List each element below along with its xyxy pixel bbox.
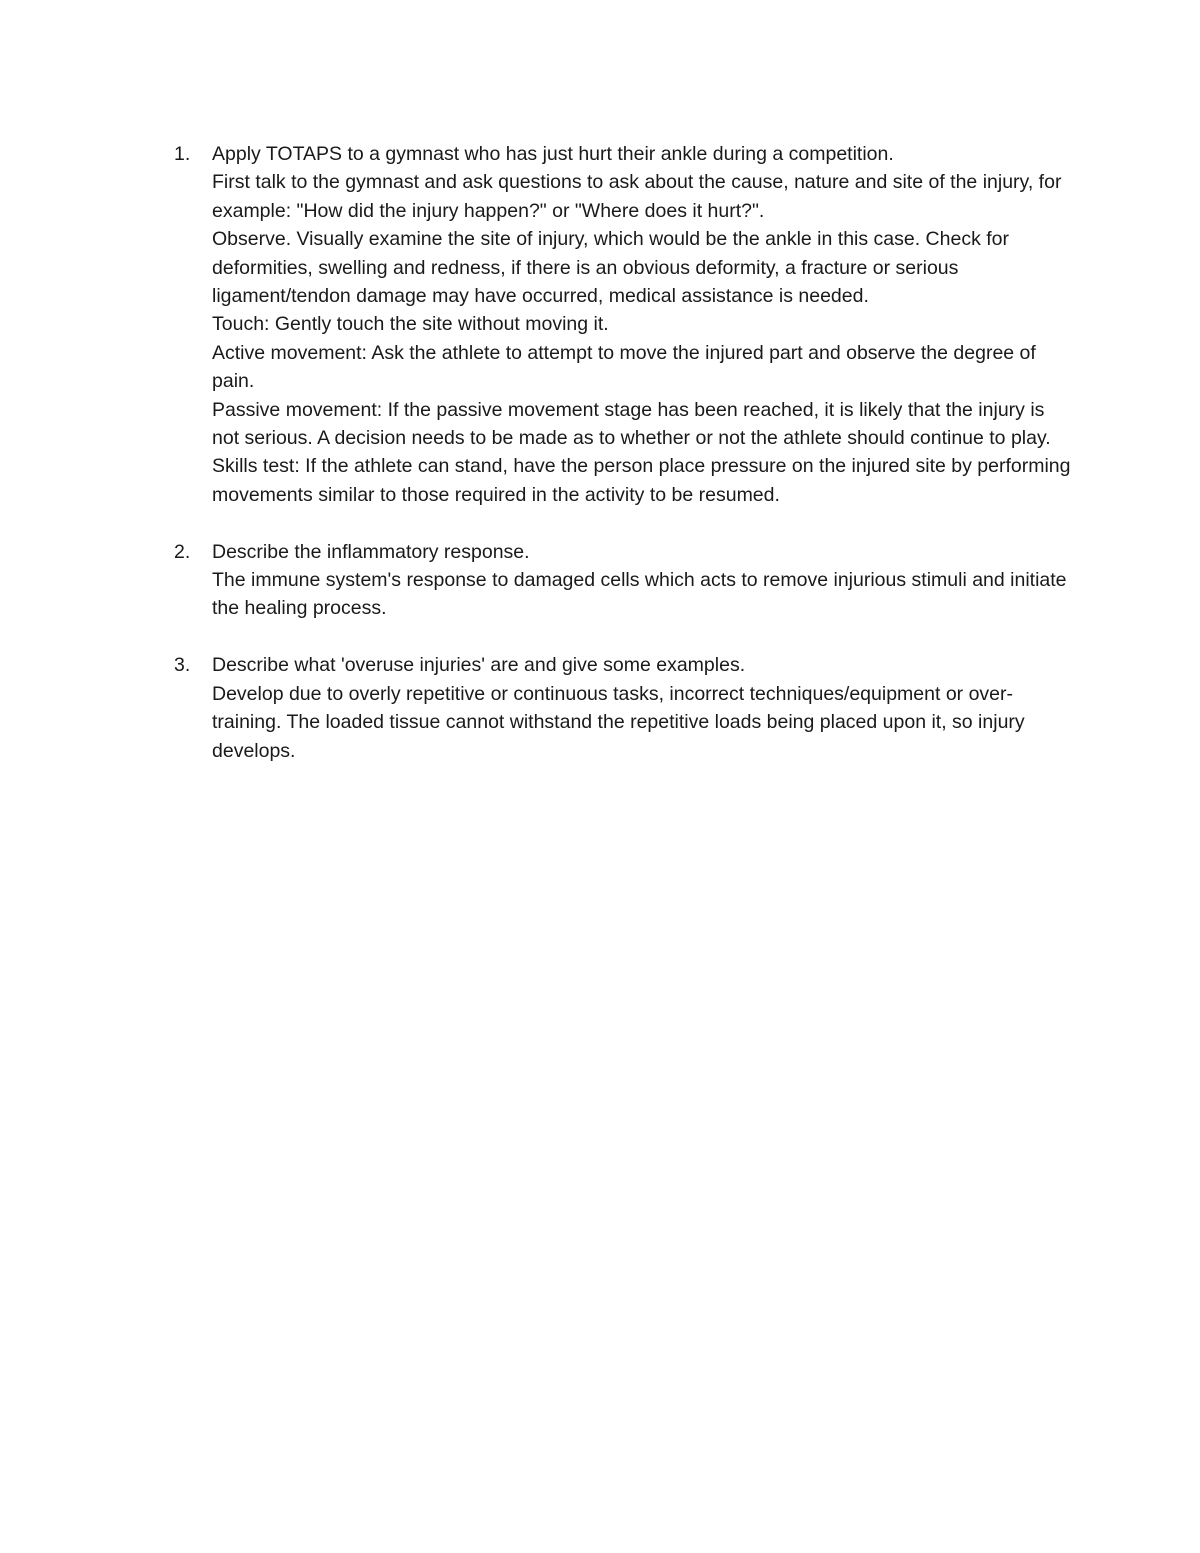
- answer-paragraph: Skills test: If the athlete can stand, have the person place pressure on the injured site by performing movements similar to those required in the activity to be resumed.: [212, 455, 1071, 506]
- answer-paragraph: Observe. Visually examine the site of injury, which would be the ankle in this case. Check for deformities, swelling and redness, if there is an obvious deformity, a fracture or serious ligament/tendon damage may have occurred, medical assistance is needed.: [212, 228, 1010, 308]
- answer-paragraph: Active movement: Ask the athlete to attempt to move the injured part and observe the degree of pain.: [212, 341, 1036, 393]
- question-body: [212, 538, 1074, 623]
- answer-paragraph: Touch: Gently touch the site without moving it.: [212, 313, 609, 336]
- question-body: [212, 651, 1074, 765]
- question-prompt: Describe the inflammatory response.: [212, 540, 530, 563]
- question-item: [174, 538, 1074, 623]
- question-list: [174, 140, 1074, 793]
- question-item: [174, 140, 1074, 509]
- question-body: [212, 140, 1074, 509]
- answer-paragraph: First talk to the gymnast and ask questions to ask about the cause, nature and site of the injury, for example: "How did the injury happen?" or "Where does it hurt?".: [212, 171, 1062, 222]
- question-number: 2.: [174, 540, 191, 563]
- question-number: 3.: [174, 654, 191, 677]
- question-number: 1.: [174, 143, 191, 165]
- answer-paragraph: Passive movement: If the passive movement stage has been reached, it is likely that the injury is not serious. A decision needs to be made as to whether or not the athlete should continue to play.: [212, 398, 1051, 450]
- question-prompt: Apply TOTAPS to a gymnast who has just hurt their ankle during a competition.: [212, 143, 894, 165]
- answer-paragraph: The immune system's response to damaged cells which acts to remove injurious stimuli and initiate the healing process.: [212, 569, 1067, 620]
- question-item: [174, 651, 1074, 765]
- question-prompt: Describe what 'overuse injuries' are and give some examples.: [212, 654, 746, 677]
- answer-paragraph: Develop due to overly repetitive or continuous tasks, incorrect techniques/equipment or over-training. The loaded tissue cannot withstand the repetitive loads being placed upon it, so injury develops.: [212, 682, 1025, 762]
